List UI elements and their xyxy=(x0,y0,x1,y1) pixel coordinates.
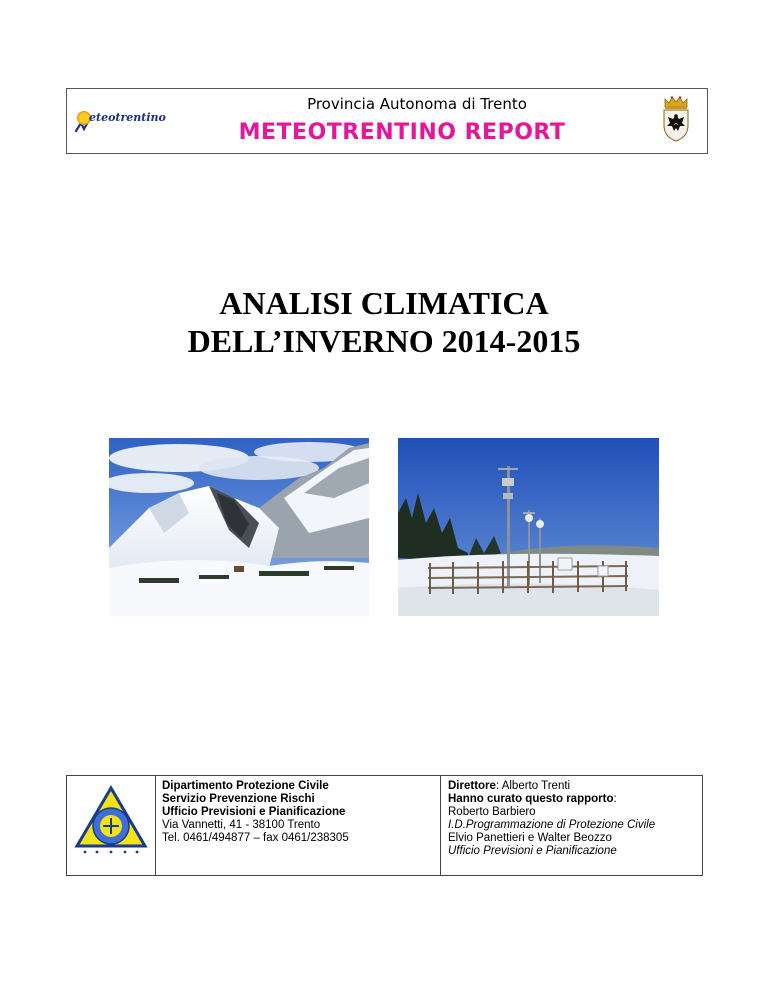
credits-info xyxy=(448,780,700,858)
photo-snowy-mountains xyxy=(109,438,369,616)
office-address: Via Vannetti, 41 - 38100 Trento xyxy=(162,819,321,831)
author-1: Roberto Barbiero xyxy=(448,806,536,818)
director-label: Direttore xyxy=(448,780,496,792)
report-title: METEOTRENTINO REPORT xyxy=(238,120,566,145)
province-crest-icon xyxy=(661,95,691,143)
document-title xyxy=(84,284,684,360)
photo-weather-station xyxy=(398,438,659,616)
office-phone: Tel. 0461/494877 – fax 0461/238305 xyxy=(162,832,349,844)
table-divider xyxy=(155,776,156,875)
service-name: Servizio Prevenzione Rischi xyxy=(162,793,315,805)
title-line-1: ANALISI CLIMATICA xyxy=(219,285,549,321)
contact-table xyxy=(66,775,703,876)
meteotrentino-logo xyxy=(75,107,175,133)
office-name: Ufficio Previsioni e Pianificazione xyxy=(162,806,346,818)
curated-colon: : xyxy=(613,793,617,805)
curated-label: Hanno curato questo rapporto xyxy=(448,793,614,805)
department-info xyxy=(162,780,437,845)
author-2: Elvio Panettieri e Walter Beozzo xyxy=(448,832,612,844)
mountain-landscape-image xyxy=(109,438,369,616)
province-title: Provincia Autonoma di Trento xyxy=(307,95,527,113)
weather-station-image xyxy=(398,438,659,616)
author-1-unit: I.D.Programmazione di Protezione Civile xyxy=(448,819,656,831)
title-line-2: DELL’INVERNO 2014-2015 xyxy=(187,323,581,359)
director-line xyxy=(448,780,700,793)
curated-line xyxy=(448,793,700,806)
logo-text: eteotrentino xyxy=(89,111,166,124)
director-name: : Alberto Trenti xyxy=(495,780,571,792)
department-name: Dipartimento Protezione Civile xyxy=(162,780,329,792)
report-header xyxy=(66,88,708,154)
protezione-civile-logo-icon xyxy=(71,780,151,862)
author-2-unit: Ufficio Previsioni e Pianificazione xyxy=(448,845,617,857)
table-divider xyxy=(440,776,441,875)
